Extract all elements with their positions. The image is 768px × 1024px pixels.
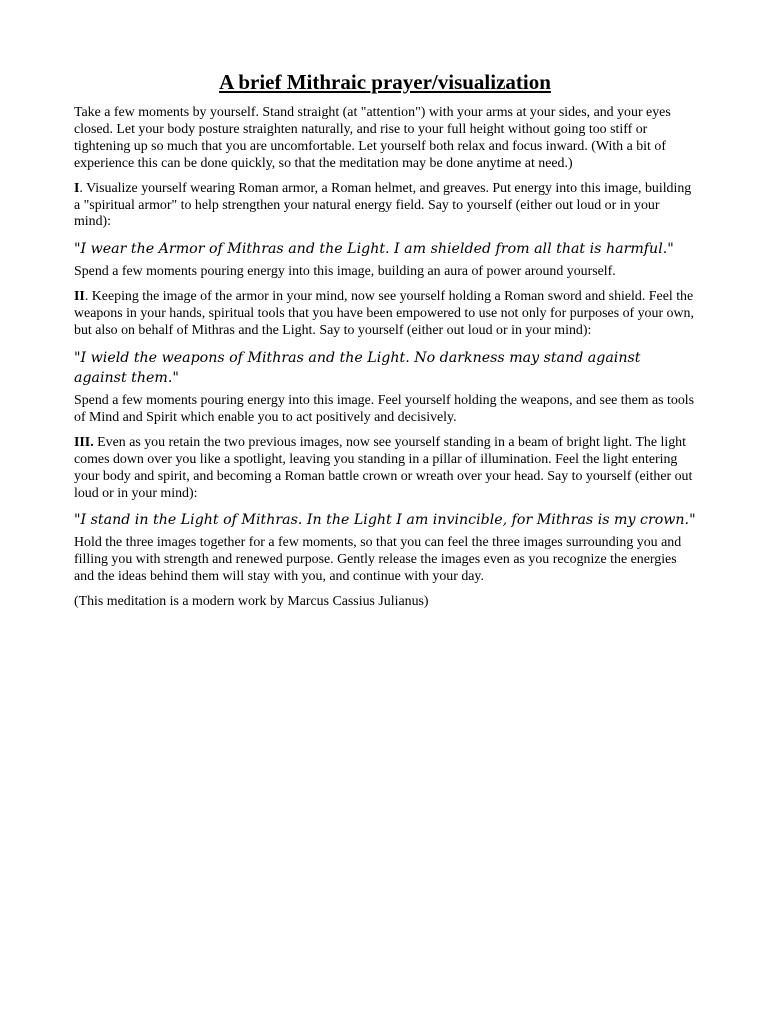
attribution-line: (This meditation is a modern work by Marcus Cassius Julianus): [74, 594, 429, 610]
step-1-numeral: I: [74, 180, 80, 196]
step-3-numeral: III.: [74, 434, 94, 450]
closing-paragraph: Hold the three images together for a few moments, so that you can feel the three images surrounding you and filling you with strength and renewed purpose. Gently release the images even as you recognize the energies and the ideas behind them will stay with you, and continue with your day.: [74, 535, 682, 585]
step-2-text: . Keeping the image of the armor in your mind, now see yourself holding a Roman sword and shield. Feel the weapons in your hands, spiritual tools that you have been empowered to use not only for purposes of your own, but also on behalf of Mithras and the Light. Say to yourself (either out loud or in your mind):: [74, 289, 694, 339]
document-page: [74, 68, 696, 619]
step-3-text: Even as you retain the two previous images, now see yourself standing in a beam of bright light. The light comes down over you like a spotlight, leaving you standing in a pillar of illumination. Feel the light entering your body and spirit, and becoming a Roman battle crown or wreath over your head. Say to yourself (either out loud or in your mind):: [74, 434, 693, 501]
document-title: A brief Mithraic prayer/visualization: [219, 70, 551, 94]
step-1-followup: Spend a few moments pouring energy into this image, building an aura of power around yourself.: [74, 264, 616, 280]
step-1-text: . Visualize yourself wearing Roman armor, a Roman helmet, and greaves. Put energy into this image, building a "spiritual armor" to help strengthen your natural energy field. Say to yourself (either out loud or in your mind):: [74, 180, 692, 230]
intro-paragraph: Take a few moments by yourself. Stand straight (at "attention") with your arms at your sides, and your eyes closed. Let your body posture straighten naturally, and rise to your full height without going too stiff or tightening up so much that you are uncomfortable. Let yourself both relax and focus inward. (With a bit of experience this can be done quickly, so that the meditation may be done anytime at need.): [74, 105, 671, 171]
step-2-quote: "I wield the weapons of Mithras and the Light. No darkness may stand against against them.": [74, 349, 641, 386]
step-2-followup: Spend a few moments pouring energy into this image. Feel yourself holding the weapons, and see them as tools of Mind and Spirit which enable you to act positively and decisively.: [74, 392, 695, 425]
step-1-paragraph: [74, 181, 696, 232]
step-3-paragraph: [74, 435, 696, 503]
step-2-paragraph: [74, 289, 696, 340]
step-3-quote: "I stand in the Light of Mithras. In the Light I am invincible, for Mithras is my crown.": [74, 512, 696, 529]
step-2-numeral: II: [74, 289, 85, 305]
step-1-quote: "I wear the Armor of Mithras and the Light. I am shielded from all that is harmful.": [74, 241, 674, 258]
